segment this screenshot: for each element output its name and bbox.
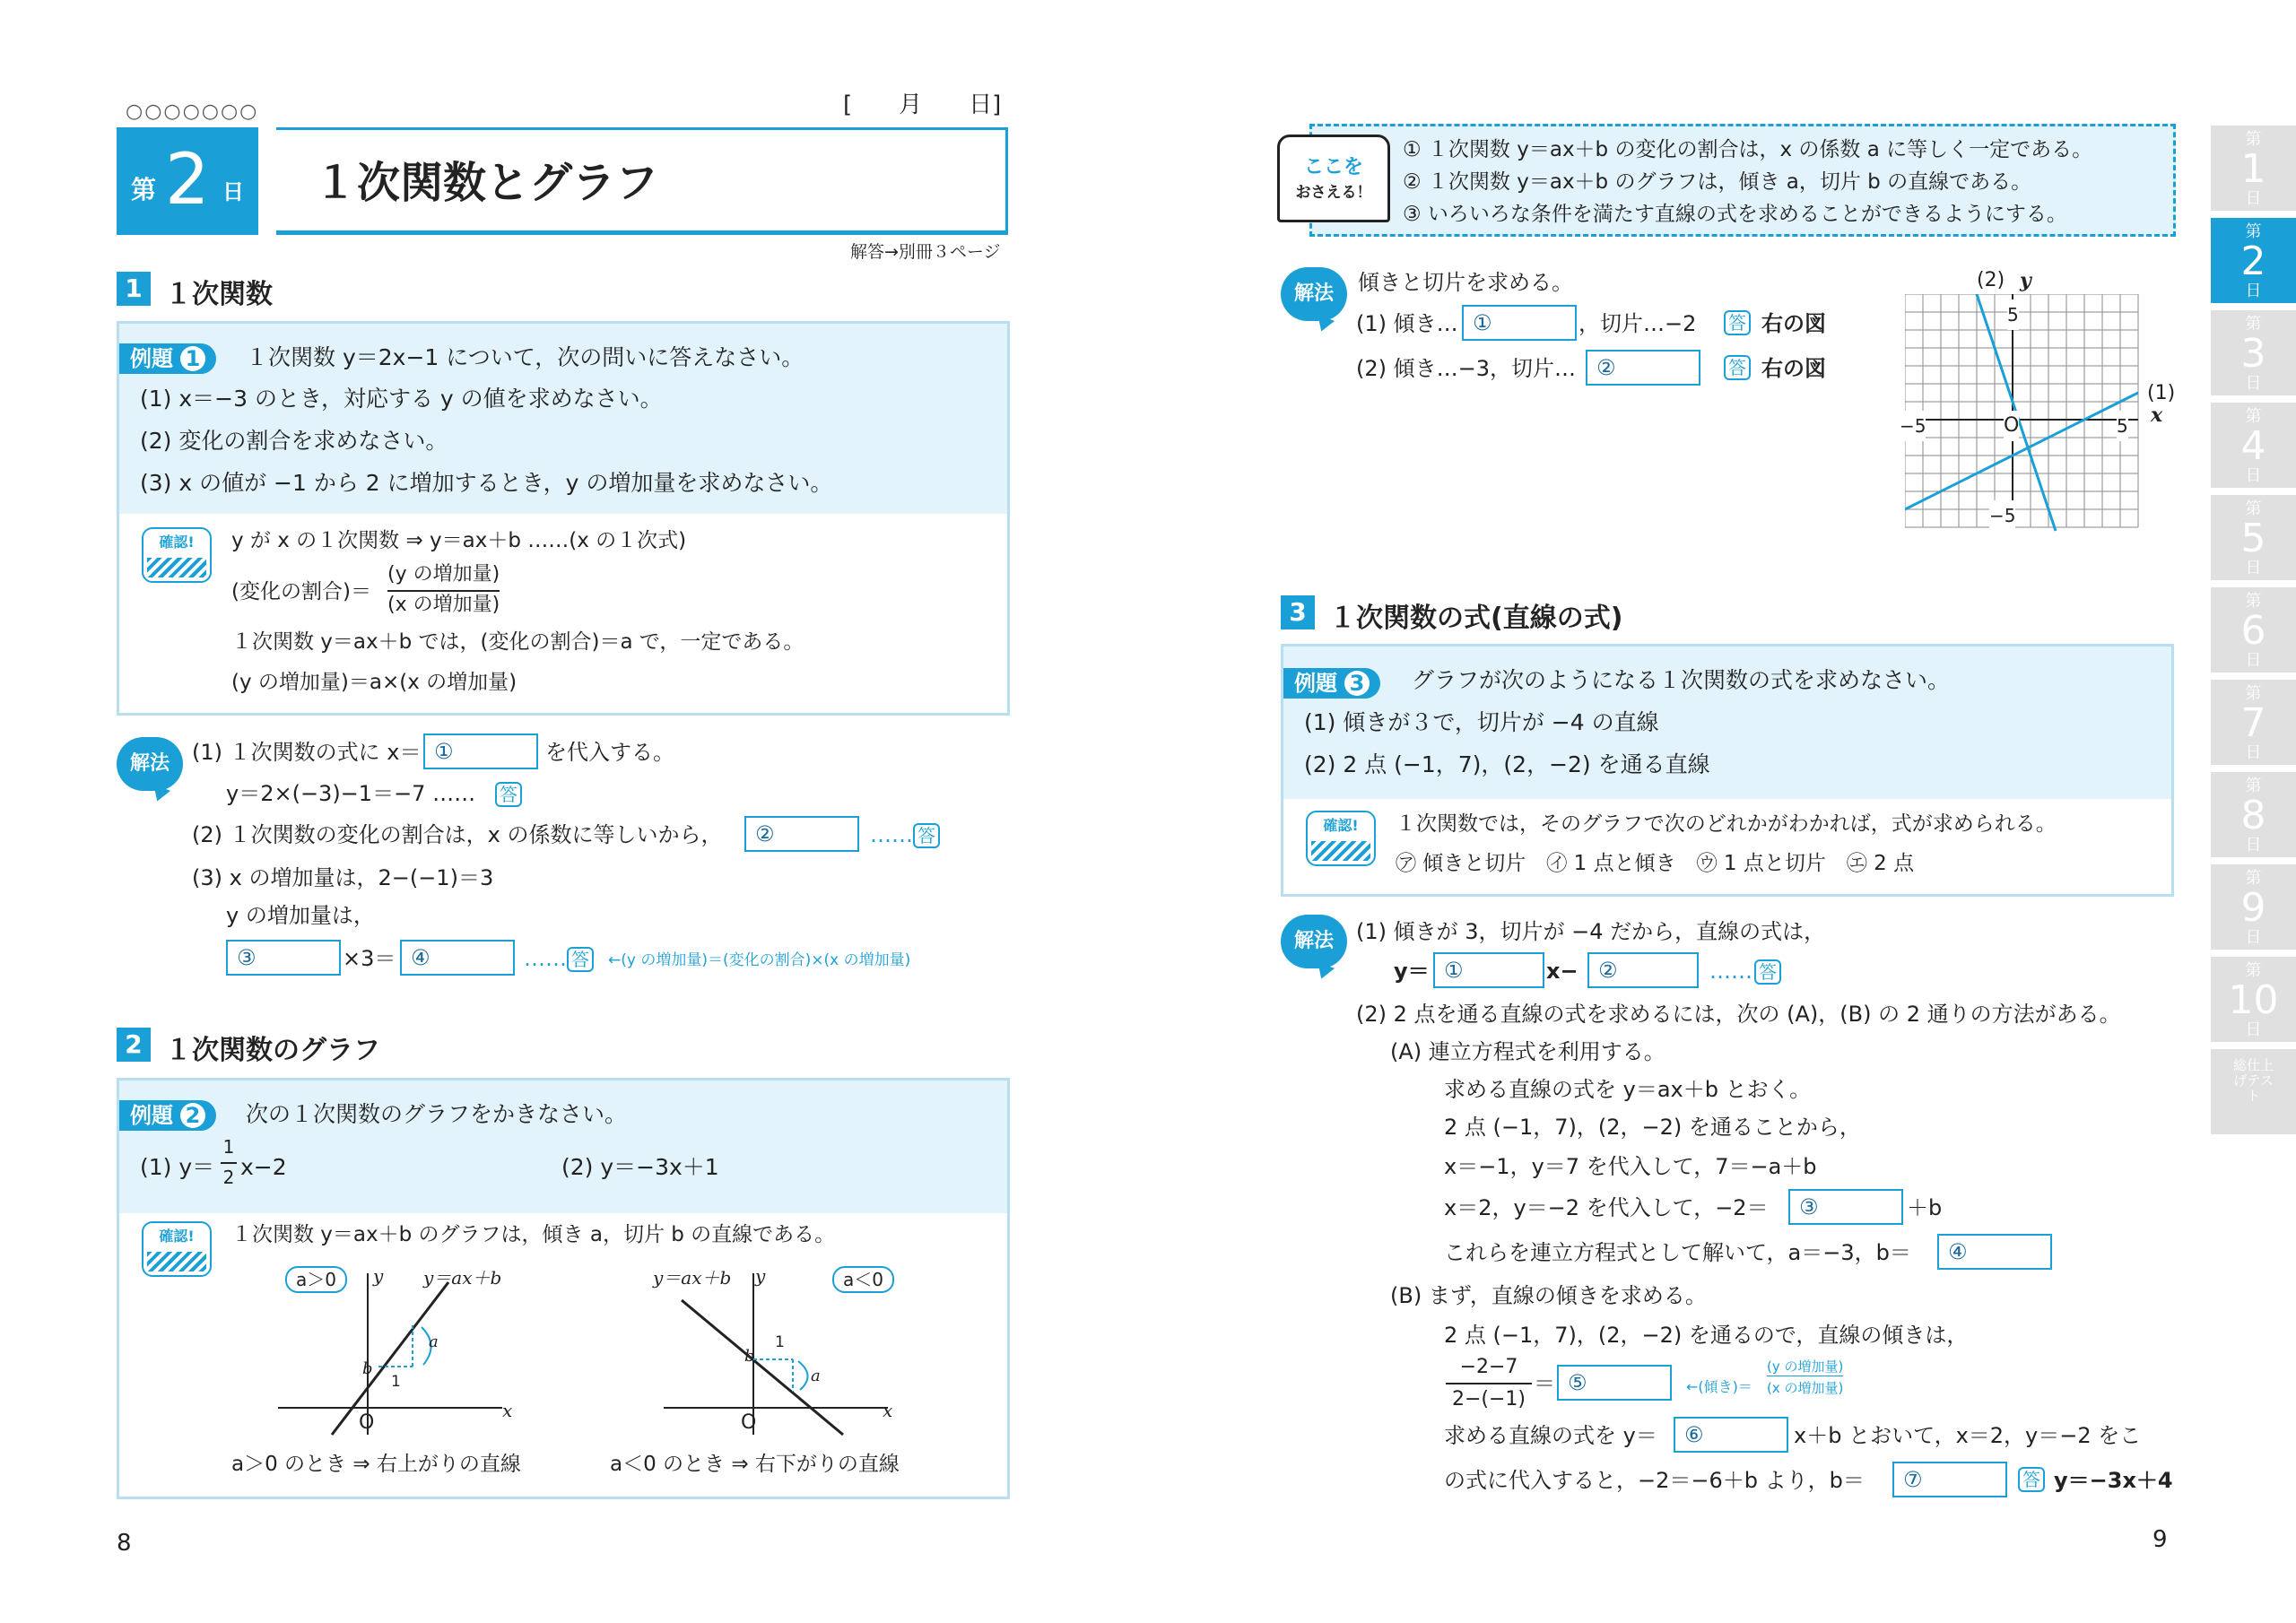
tab-number: 6 (2240, 608, 2266, 654)
tab-number: 7 (2240, 700, 2266, 746)
example-label: 例題 2 (119, 1100, 216, 1131)
tab-number: 4 (2240, 423, 2266, 469)
answer-box-2[interactable]: ② (744, 816, 859, 852)
answer-mark: 答 (1724, 310, 1751, 335)
answer-mark: 答 (913, 823, 940, 848)
answer-box-4[interactable]: ④ (1937, 1234, 2052, 1270)
cond-positive: a＞0 (285, 1266, 347, 1293)
solution-label: 解法 (117, 737, 183, 791)
answer-box-1[interactable]: ① (1433, 952, 1544, 988)
sol1-line5: y の増加量は， (226, 903, 375, 928)
check-3-line2: ㋐ 傾きと切片 ㋑ 1 点と傾き ㋒ 1 点と切片 ㋓ 2 点 (1396, 852, 1915, 875)
day-badge-suffix: 日 (222, 179, 244, 204)
tab-prefix: 第 (2245, 407, 2262, 426)
sol1-line1b: を代入する。 (545, 740, 674, 765)
sol2-see-figure: 右の図 (1761, 356, 1826, 381)
line-equation: y＝ax＋b (423, 1267, 502, 1289)
sol1-dots: …… (870, 822, 913, 847)
grid-tick-x-neg5: −5 (1900, 411, 1926, 441)
answer-ref: 解答→別冊３ページ (850, 242, 1001, 262)
sol3-line10: (B) まず，直線の傾きを求める。 (1390, 1283, 1707, 1308)
answer-box-6[interactable]: ⑥ (1674, 1417, 1788, 1453)
tab-prefix: 第 (2245, 130, 2262, 149)
sol3-line7: x＝−1，y＝7 を代入して，7＝−a＋b (1444, 1154, 1817, 1179)
slope-note-bottom: (x の増加量) (1767, 1380, 1844, 1396)
day-tab-7[interactable] (2211, 680, 2296, 765)
check-1-line4: (y の増加量)＝a×(x の増加量) (231, 671, 517, 694)
day-tab-10[interactable] (2211, 957, 2296, 1042)
sol1-line4: (3) x の増加量は，2−(−1)＝3 (192, 865, 494, 890)
page-number: 9 (2152, 1526, 2168, 1553)
section-number: 2 (117, 1028, 151, 1062)
sol3-line1: (1) 傾きが 3，切片が −4 だから，直線の式は， (1356, 919, 1826, 944)
sol3-line8b: ＋b (1907, 1195, 1943, 1220)
tab-suffix: 日 (2245, 928, 2262, 947)
check-icon: 確認! (142, 527, 212, 583)
slope-label: a (429, 1332, 439, 1351)
section-title: １次関数の式(直線の式) (1329, 603, 1623, 634)
tab-prefix: 第 (2245, 222, 2262, 241)
day-tab-1[interactable] (2211, 126, 2296, 211)
grid-x-label: x (2151, 404, 2163, 427)
answer-box-1[interactable]: ① (1462, 305, 1577, 341)
tab-suffix: 日 (2245, 651, 2262, 670)
example-3-question: グラフが次のようになる１次関数の式を求めなさい。 (1412, 667, 1951, 693)
chapter-title: １次関数とグラフ (314, 158, 659, 208)
fraction-top: (y の増加量) (387, 560, 500, 592)
example-1-q3: (3) x の値が −1 から 2 に増加するとき，y の増加量を求めなさい。 (140, 470, 833, 496)
sol1-line2: y＝2×(−3)−1＝−7 …… (226, 781, 476, 806)
day-tab-11[interactable] (2211, 1049, 2296, 1134)
tab-prefix: 第 (2245, 499, 2262, 518)
day-badge (117, 127, 258, 235)
day-tab-5[interactable] (2211, 495, 2296, 580)
fraction-bottom: (x の増加量) (387, 594, 500, 616)
sol2-line1b: ，切片…−2 (1578, 311, 1697, 336)
slope-note: ←(傾き)＝ (1686, 1378, 1752, 1395)
sol1-line3: (2) １次関数の変化の割合は，x の係数に等しいから， (192, 822, 723, 847)
section-title: １次関数のグラフ (165, 1035, 380, 1066)
grid-y-label: y (2020, 269, 2031, 292)
sol1-line6: ×3＝ (343, 946, 396, 971)
tab-suffix: 日 (2245, 374, 2262, 393)
sol3-final-answer: y＝−3x＋4 (2054, 1468, 2173, 1493)
slope-frac-bottom: 2−(−1) (1451, 1388, 1526, 1410)
tab-prefix: 第 (2245, 592, 2262, 611)
sol2-line2: (2) 傾き…−3，切片… (1356, 356, 1577, 381)
answer-mark: 答 (567, 947, 594, 972)
slope-note-top: (y の増加量) (1767, 1358, 1844, 1375)
tab-suffix: 日 (2245, 466, 2262, 485)
day-badge-prefix: 第 (131, 175, 157, 204)
day-tab-9[interactable] (2211, 864, 2296, 950)
caption-negative: a＜0 のとき ⇒ 右下がりの直線 (610, 1453, 900, 1476)
y-label: y (755, 1265, 766, 1287)
tab-suffix: 日 (2245, 282, 2262, 300)
answer-box-2[interactable]: ② (1586, 350, 1700, 386)
sol2-line1: (1) 傾き… (1356, 311, 1458, 336)
line-rising (332, 1282, 448, 1435)
example-2-q1: (1) y＝ (140, 1154, 215, 1180)
x-label: x (883, 1400, 893, 1421)
tab-prefix: 第 (2245, 777, 2262, 795)
example-2-q2: (2) y＝−3x＋1 (561, 1154, 719, 1180)
section-number: 3 (1281, 595, 1315, 629)
spiral-rings: ○○○○○○○ (126, 100, 259, 123)
sol3-line6: 2 点 (−1，7)，(2，−2) を通ることから， (1444, 1115, 1861, 1140)
sol2-line0: 傾きと切片を求める。 (1358, 270, 1573, 295)
tab-number: 10 (2228, 977, 2279, 1023)
section-title: １次関数 (165, 279, 273, 310)
day-badge-num: 2 (165, 140, 210, 221)
cond-negative: a＜0 (832, 1266, 894, 1293)
page-number: 8 (117, 1530, 132, 1557)
fall-arrow (798, 1361, 808, 1390)
sol3-line12: 求める直線の式を y＝ (1444, 1423, 1657, 1448)
check-1-line1: y が x の１次関数 ⇒ y＝ax＋b ……(x の１次式) (231, 529, 687, 552)
example-1-q1: (1) x＝−3 のとき，対応する y の値を求めなさい。 (140, 386, 663, 412)
answer-mark: 答 (495, 782, 522, 807)
tab-suffix: 日 (2245, 836, 2262, 855)
sol3-line4: (A) 連立方程式を利用する。 (1390, 1039, 1665, 1064)
sol1-line1: (1) １次関数の式に x＝ (192, 740, 422, 765)
grid-tick-y-5: 5 (2007, 299, 2019, 330)
day-tab-2[interactable] (2211, 218, 2296, 303)
example-2-question: 次の１次関数のグラフをかきなさい。 (246, 1101, 628, 1127)
grid-tick-x-5: 5 (2117, 411, 2128, 441)
tab-prefix: 第 (2245, 315, 2262, 334)
y-label: y (373, 1265, 384, 1287)
intercept-label: b (362, 1359, 373, 1378)
origin-label: O (359, 1411, 375, 1434)
section-number: 1 (117, 272, 151, 306)
answer-box-3[interactable]: ③ (226, 940, 341, 976)
run-label: 1 (391, 1373, 401, 1391)
tab-number: 8 (2240, 793, 2266, 838)
key-points-icon: ここを おさえる！ (1277, 135, 1390, 222)
date-field[interactable]: [ 月 日] (843, 91, 1002, 118)
slope-label: a (811, 1367, 821, 1385)
origin-label: O (741, 1411, 757, 1434)
tab-suffix: 日 (2245, 189, 2262, 208)
line-equation: y＝ax＋b (653, 1267, 732, 1289)
check-1-line2: (変化の割合)＝ (231, 580, 371, 603)
day-tab-3[interactable] (2211, 310, 2296, 395)
sol3-line9: これらを連立方程式として解いて，a＝−3，b＝ (1444, 1240, 1911, 1265)
example-3-q2: (2) 2 点 (−1，7)，(2，−2) を通る直線 (1304, 751, 1710, 777)
key-point-1: ① １次関数 y＝ax＋b の変化の割合は，x の係数 a に等しく一定である。 (1403, 138, 2093, 161)
sol3-line8: x＝2，y＝−2 を代入して，−2＝ (1444, 1195, 1769, 1220)
slope-frac-top: −2−7 (1446, 1352, 1532, 1384)
example-label: 例題 3 (1283, 668, 1380, 699)
coordinate-grid (1905, 294, 2147, 536)
example-2-q1b: x−2 (240, 1154, 287, 1180)
sol2-see-figure: 右の図 (1761, 311, 1826, 336)
sol3-line12b: x＋b とおいて，x＝2，y＝−2 をこ (1794, 1423, 2142, 1448)
check-2-line1: １次関数 y＝ax＋b のグラフは，傾き a，切片 b の直線である。 (231, 1223, 836, 1246)
tab-suffix: 日 (2245, 1020, 2262, 1039)
tab-prefix: 第 (2245, 684, 2262, 703)
key-point-3: ③ いろいろな条件を満たす直線の式を求めることができるようにする。 (1403, 203, 2067, 226)
sol3-line2: y＝ (1394, 959, 1430, 984)
check-3-line1: １次関数では，そのグラフで次のどれかがわかれば，式が求められる。 (1396, 812, 2057, 836)
tab-suffix: 日 (2245, 559, 2262, 577)
day-tab-8[interactable] (2211, 772, 2296, 857)
tab-number: 1 (2240, 146, 2266, 192)
tab-prefix: 第 (2245, 961, 2262, 980)
caption-positive: a＞0 のとき ⇒ 右上がりの直線 (231, 1453, 521, 1476)
answer-box-2[interactable]: ② (1587, 952, 1699, 988)
tab-number: 5 (2240, 516, 2266, 561)
grid-label-2: (2) (1977, 269, 2005, 291)
solution-label: 解法 (1281, 267, 1347, 321)
tab-final-test: 総仕上げテスト (2232, 1057, 2274, 1104)
q1-frac-num: 1 (221, 1132, 237, 1164)
key-point-2: ② １次関数 y＝ax＋b のグラフは，傾き a，切片 b の直線である。 (1403, 170, 2032, 194)
tab-number: 9 (2240, 885, 2266, 931)
tab-suffix: 日 (2245, 743, 2262, 762)
answer-mark: 答 (1724, 355, 1751, 380)
day-tab-4[interactable] (2211, 403, 2296, 488)
sol1-dots: …… (524, 946, 567, 971)
answer-mark: 答 (1754, 959, 1781, 985)
solution-label: 解法 (1281, 915, 1347, 968)
slope-equals: ＝ (1534, 1371, 1555, 1396)
answer-box-5[interactable]: ⑤ (1557, 1365, 1672, 1401)
example-1-question: １次関数 y＝2x−1 について，次の問いに答えなさい。 (246, 344, 804, 370)
grid-tick-y-neg5: −5 (1989, 500, 2015, 531)
answer-box-1[interactable]: ① (423, 733, 538, 769)
answer-box-4[interactable]: ④ (400, 940, 515, 976)
tab-prefix: 第 (2245, 869, 2262, 888)
example-label: 例題 1 (119, 343, 216, 374)
grid-origin: O (2004, 411, 2019, 441)
sol3-line5: 求める直線の式を y＝ax＋b とおく。 (1444, 1077, 1812, 1102)
check-icon: 確認! (1306, 811, 1376, 866)
intercept-label: b (744, 1347, 755, 1366)
sol3-dots: …… (1709, 959, 1752, 984)
q1-frac-den: 2 (222, 1167, 235, 1188)
sol3-line13: の式に代入すると，−2＝−6＋b より，b＝ (1444, 1468, 1865, 1493)
check-1-line3: １次関数 y＝ax＋b では，(変化の割合)＝a で，一定である。 (231, 630, 804, 654)
sol3-line3: (2) 2 点を通る直線の式を求めるには，次の (A)，(B) の 2 通りの方法がある。 (1356, 1002, 2121, 1027)
sol3-line11: 2 点 (−1，7)，(2，−2) を通るので，直線の傾きは， (1444, 1323, 1969, 1348)
x-label: x (502, 1400, 513, 1421)
check-icon: 確認! (142, 1221, 212, 1277)
day-tab-6[interactable] (2211, 587, 2296, 673)
run-label: 1 (775, 1333, 785, 1351)
sol3-line2b: x− (1546, 959, 1578, 984)
tab-number: 2 (2240, 239, 2266, 284)
tab-number: 3 (2240, 331, 2266, 377)
answer-box-3[interactable]: ③ (1788, 1189, 1903, 1225)
example-3-q1: (1) 傾きが３で，切片が −4 の直線 (1304, 709, 1659, 735)
answer-box-7[interactable]: ⑦ (1892, 1462, 2007, 1497)
answer-mark: 答 (2018, 1467, 2045, 1492)
sol1-note: ←(y の増加量)＝(変化の割合)×(x の増加量) (608, 951, 911, 969)
grid-label-1: (1) (2147, 382, 2176, 404)
example-1-q2: (2) 変化の割合を求めなさい。 (140, 428, 448, 454)
